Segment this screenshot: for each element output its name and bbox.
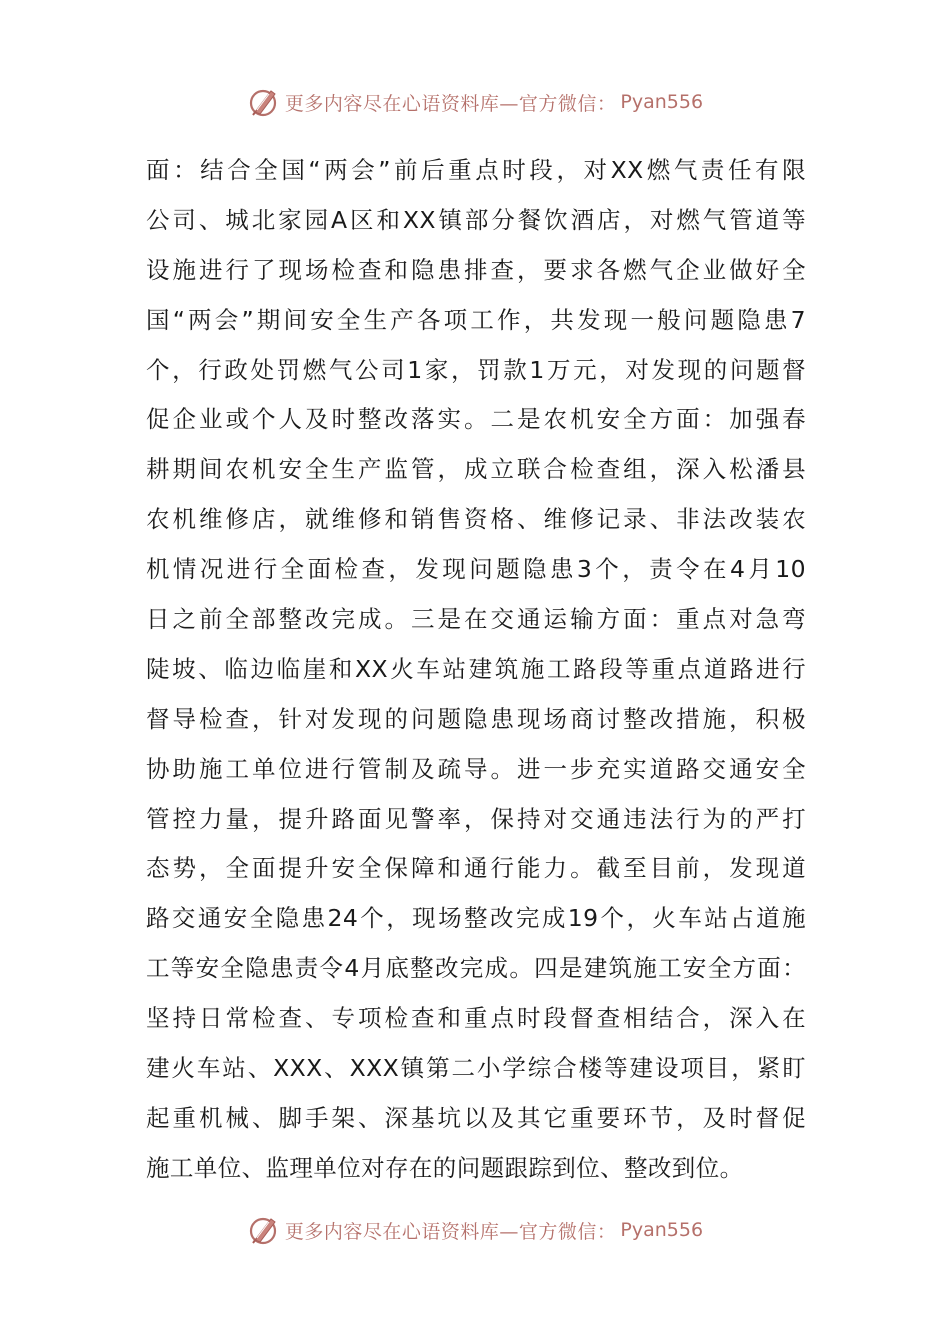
watermark-text: 更多内容尽在心语资料库—官方微信： xyxy=(284,92,617,115)
wechat-id: Pyan556 xyxy=(620,91,704,113)
body-line: 日之前全部整改完成。三是在交通运输方面：重点对急弯 xyxy=(146,605,806,634)
body-line: 面：结合全国“两会”前后重点时段，对XX燃气责任有限 xyxy=(146,156,806,184)
body-line: 国“两会”期间安全生产各项工作，共发现一般问题隐患7 xyxy=(146,305,806,334)
body-line: 协助施工单位进行管制及疏导。进一步充实道路交通安全 xyxy=(146,754,806,783)
body-line: 机情况进行全面检查，发现问题隐患3个，责令在4月10 xyxy=(146,555,806,584)
quill-pen-logo-icon xyxy=(247,1213,281,1247)
body-line: 坚持日常检查、专项检查和重点时段督查相结合，深入在 xyxy=(146,1004,806,1033)
body-line: 态势，全面提升安全保障和通行能力。截至目前，发现道 xyxy=(146,854,806,883)
wechat-id: Pyan556 xyxy=(620,1219,704,1241)
body-line: 建火车站、XXX、XXX镇第二小学综合楼等建设项目，紧盯 xyxy=(146,1054,806,1083)
document-body xyxy=(146,146,806,1194)
body-line: 陡坡、临边临崖和XX火车站建筑施工路段等重点道路进行 xyxy=(146,654,806,683)
header-watermark-banner xyxy=(0,82,950,122)
footer-watermark-banner xyxy=(0,1210,950,1250)
body-line: 促企业或个人及时整改落实。二是农机安全方面：加强春 xyxy=(146,405,806,434)
body-line: 农机维修店，就维修和销售资格、维修记录、非法改装农 xyxy=(146,505,806,534)
body-line: 管控力量，提升路面见警率，保持对交通违法行为的严打 xyxy=(146,804,806,833)
body-line: 路交通安全隐患24个，现场整改完成19个，火车站占道施 xyxy=(146,904,806,933)
body-line: 个，行政处罚燃气公司1家，罚款1万元，对发现的问题督 xyxy=(146,355,806,384)
body-line: 耕期间农机安全生产监管，成立联合检查组，深入松潘县 xyxy=(146,455,806,484)
watermark-text: 更多内容尽在心语资料库—官方微信： xyxy=(284,1220,617,1243)
body-line: 施工单位、监理单位对存在的问题跟踪到位、整改到位。 xyxy=(146,1153,744,1182)
body-line: 督导检查，针对发现的问题隐患现场商讨整改措施，积极 xyxy=(146,704,806,733)
body-line: 起重机械、脚手架、深基坑以及其它重要环节，及时督促 xyxy=(146,1103,806,1132)
body-line: 设施进行了现场检查和隐患排查，要求各燃气企业做好全 xyxy=(146,255,806,284)
body-line: 工等安全隐患责令4月底整改完成。四是建筑施工安全方面： xyxy=(146,954,806,983)
quill-pen-logo-icon xyxy=(247,85,281,119)
body-line: 公司、城北家园A区和XX镇部分餐饮酒店，对燃气管道等 xyxy=(146,205,806,234)
